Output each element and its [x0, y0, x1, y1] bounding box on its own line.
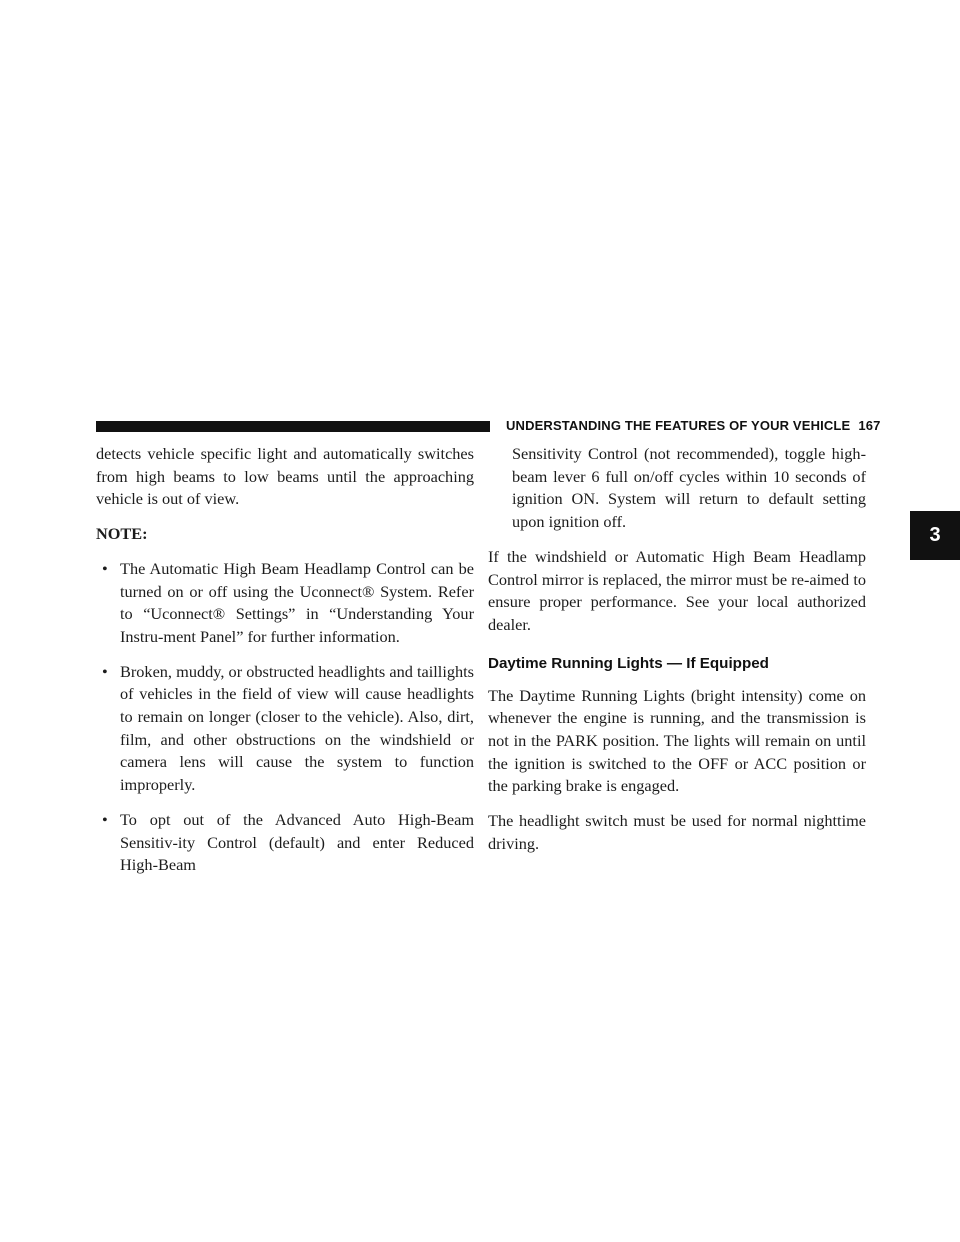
intro-paragraph: detects vehicle specific light and automatically switches from high beams to low beams until the approaching vehicle is out of view. — [96, 444, 474, 509]
section-title: UNDERSTANDING THE FEATURES OF YOUR VEHICLE — [506, 418, 851, 433]
left-column — [96, 443, 474, 877]
list-item-text: To opt out of the Advanced Auto High-Beam Sensitiv-ity Control (default) and enter Reduced High-Beam — [120, 809, 474, 875]
bullet-icon: • — [102, 558, 108, 578]
bullet-icon: • — [102, 809, 108, 829]
drl-paragraph: The Daytime Running Lights (bright intensity) come on whenever the engine is running, and the transmission is not in the PARK position. The lights will remain on until the ignition is switched to the OFF or ACC position or the parking brake is engaged. — [488, 685, 866, 796]
section-heading: Daytime Running Lights — If Equipped — [488, 654, 769, 672]
chapter-tab: 3 — [910, 511, 960, 560]
bullet-continuation: Sensitivity Control (not recommended), toggle high-beam lever 6 full on/off cycles within 10 seconds of ignition ON. System will return to default setting upon ignition off. — [512, 444, 866, 532]
right-column — [488, 443, 866, 856]
list-item-text: The Automatic High Beam Headlamp Control can be turned on or off using the Uconnect® System. Refer to “Uconnect® Settings” in “Understanding Your Instru-ment Panel” for further information. — [120, 558, 474, 646]
list-item — [96, 809, 474, 877]
bullet-icon: • — [102, 661, 108, 681]
headlight-paragraph: The headlight switch must be used for normal nighttime driving. — [488, 811, 866, 853]
list-item — [96, 558, 474, 649]
running-header — [506, 417, 881, 435]
header-rule-bar — [96, 421, 490, 432]
list-item-text: Broken, muddy, or obstructed headlights and taillights of vehicles in the field of view will cause headlights to remain on longer (closer to the vehicle). Also, dirt, film, and other obstructions on the windshield or camera lens will cause the system to function improperly. — [120, 661, 474, 795]
page-number: 167 — [858, 418, 881, 433]
mirror-paragraph: If the windshield or Automatic High Beam Headlamp Control mirror is replaced, the mirror must be re-aimed to ensure proper performance. See your local authorized dealer. — [488, 546, 866, 634]
note-label: NOTE: — [96, 524, 148, 544]
list-item — [96, 661, 474, 797]
